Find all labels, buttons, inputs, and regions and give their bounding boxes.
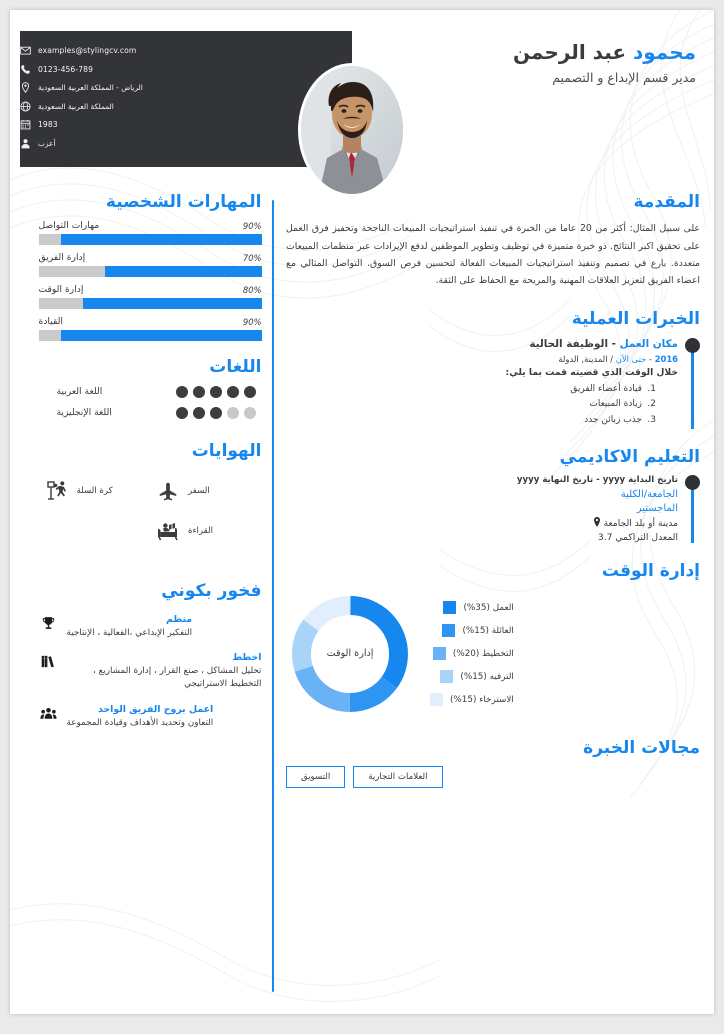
avatar: [301, 66, 403, 194]
language-rating: [176, 386, 256, 398]
education-location: مدينة أو بلد الجامعة: [603, 518, 678, 530]
contact-address-value: الرياض - المملكة العربية السعودية: [38, 83, 143, 92]
section-title-education: التعليم الاكاديمي: [559, 446, 700, 467]
skill-percent: 70%: [242, 253, 262, 264]
section-title-expertise: مجالات الخبرة: [583, 737, 700, 758]
language-label: اللغة الإنجليزية: [56, 407, 112, 419]
legend-item: [430, 693, 514, 706]
experience-date: [286, 354, 678, 364]
rating-dot: [227, 407, 239, 419]
chart-legend: [430, 601, 514, 706]
proud-body: التفكير الإبداعي ،الفعالية ، الإنتاجية: [66, 627, 193, 638]
cv-header: [10, 10, 714, 192]
team-icon: [39, 704, 59, 725]
skill-label: إدارة الوقت: [38, 284, 84, 296]
experience-subtitle: خلال الوقت الذي قضيته قمت بما يلي:: [505, 366, 678, 378]
skill-percent: 90%: [242, 317, 262, 328]
experience-place: / المدينة, الدولة: [558, 353, 614, 364]
contact-row-phone: [20, 62, 93, 77]
contact-row-email: [20, 43, 136, 58]
reading-icon: [156, 519, 180, 543]
legend-swatch: [443, 601, 456, 614]
cv-page: [10, 10, 714, 1014]
rating-dot: [193, 407, 205, 419]
skill-bar-track: [39, 330, 262, 341]
proud-item: [39, 614, 262, 640]
proud-heading: اخطط: [232, 652, 262, 664]
hobby-item: [156, 471, 260, 511]
basketball-icon: [45, 479, 69, 503]
language-label: اللغة العربية: [56, 386, 103, 398]
education-date-start: تاريخ البداية yyyy: [602, 475, 678, 486]
education-date-sep: -: [596, 475, 600, 486]
name-last: عبد الرحمن: [513, 40, 633, 64]
experience-bullets: [286, 382, 678, 429]
rating-dot: [176, 386, 188, 398]
legend-item: [430, 670, 514, 683]
contact-marital-value: أعزب: [38, 138, 56, 148]
section-title-skills: المهارات الشخصية: [105, 192, 262, 212]
page-title: [396, 40, 696, 65]
bullet-text: قيادة أعضاء الفريق: [570, 383, 642, 394]
skill-item: [39, 316, 262, 341]
language-rating: [176, 407, 256, 419]
skill-percent: 90%: [242, 221, 262, 232]
legend-swatch: [440, 670, 453, 683]
education-date-end: تاريخ النهاية yyyy: [516, 475, 594, 486]
proud-body: التعاون وتحديد الأهداف وقيادة المجموعة: [66, 717, 214, 728]
contact-row-marital-status: [20, 136, 56, 151]
rating-dot: [193, 386, 205, 398]
bullet-text: زيادة المبيعات: [589, 399, 642, 410]
globe-icon: [20, 101, 31, 112]
bullet-number: 1.: [647, 383, 656, 394]
skill-label: إدارة الفريق: [38, 252, 86, 264]
skill-item: [39, 220, 262, 245]
skill-bar-fill: [61, 234, 262, 245]
section-title-experience: الخبرات العملية: [571, 309, 700, 330]
main-column: [274, 192, 714, 1014]
column-divider: [272, 200, 275, 992]
intro-text: على سبيل المثال: أكثر من 20 عاما من الخبرة في تنفيذ استراتيجيات المبيعات الناجحة وتحفيز فرق العمل على تحقيق اكبر النتائج. ذو خبرة متميزة في توظيف وتطوير الموظفين لدفع الإيرادات عبر منظمات المبيعات متعددة. بارع في تصميم وتنفيذ استراتيجيات المبيعات الفعالة لتحسين فرص السوق. التواصل المثالي مع اعضاء الفريق لتعزيز العلاقات المهنية والمريحة مع الحفاظ على الثقة.: [286, 223, 700, 286]
proud-heading: منظم: [166, 613, 193, 625]
experience-date-now: حتى الآن: [615, 353, 647, 364]
airplane-icon: [156, 479, 180, 503]
rating-dot: [227, 386, 239, 398]
timeline-line: [691, 347, 693, 429]
donut-center-label: إدارة الوقت: [326, 648, 374, 660]
bullet-number: 3.: [647, 415, 656, 426]
skill-bar-track: [39, 298, 262, 309]
contact-row-birthyear: [20, 117, 58, 132]
hobby-label: السفر: [188, 486, 210, 497]
legend-swatch: [433, 647, 446, 660]
experience-role-suffix: - الوظيفة الحالية: [529, 337, 620, 350]
expertise-tags: [286, 766, 700, 788]
education-gpa: المعدل التراكمي 3.7: [597, 532, 678, 544]
experience-company: مكان العمل: [619, 337, 678, 350]
name-block: [396, 40, 696, 86]
language-item: [39, 386, 262, 398]
skill-bar-track: [39, 234, 262, 245]
name-first: محمود: [632, 40, 696, 64]
skill-bar-fill: [105, 266, 261, 277]
section-title-proud: فخور بكوني: [161, 581, 262, 602]
contact-phone-value: 0123-456-789: [38, 64, 93, 74]
legend-label: الترفيه (15%): [460, 671, 514, 682]
time-management-chart: [286, 590, 700, 718]
experience-role: [286, 338, 678, 350]
rating-dot: [210, 407, 222, 419]
rating-dot: [244, 407, 256, 419]
skill-bar-fill: [61, 330, 262, 341]
skill-item: [39, 252, 262, 277]
experience-entry: [286, 338, 700, 429]
contact-country-value: المملكة العربية السعودية: [38, 101, 114, 111]
hobbies-list: [39, 469, 262, 551]
legend-swatch: [442, 624, 455, 637]
skills-list: [39, 220, 262, 341]
bullet-text: جذب زبائن جدد: [584, 415, 642, 426]
rating-dot: [210, 386, 222, 398]
section-title-intro: المقدمة: [633, 192, 700, 212]
legend-label: التخطيط (20%): [452, 648, 514, 659]
experience-date-sep: -: [648, 353, 653, 364]
contact-row-country: [20, 99, 114, 114]
cv-body: [10, 192, 714, 1014]
education-entry: [286, 475, 700, 543]
legend-label: الاسترخاء (15%): [450, 694, 514, 705]
envelope-icon: [20, 45, 31, 56]
timeline-dot: [685, 338, 700, 353]
education-degree: الماجستير: [636, 503, 678, 515]
phone-icon: [20, 64, 31, 75]
list-item: [286, 382, 656, 398]
trophy-icon: [39, 614, 59, 635]
proud-heading: اعمل بروح الفريق الواحد: [97, 703, 214, 715]
tag-item[interactable]: التسويق: [286, 766, 345, 788]
list-item: [286, 413, 656, 429]
contact-email-value: examples@stylingcv.com: [38, 46, 137, 55]
list-item: [286, 397, 656, 413]
contact-birthyear-value: 1983: [38, 120, 58, 129]
education-institution: الجامعة/الكلية: [620, 489, 678, 501]
legend-item: [430, 647, 514, 660]
location-pin-icon: [593, 517, 601, 530]
proud-list: [39, 614, 262, 730]
legend-label: العائلة (15%): [462, 625, 514, 636]
hobby-item: [156, 511, 260, 551]
section-title-hobbies: الهوايات: [191, 440, 262, 461]
legend-label: العمل (35%): [463, 602, 514, 613]
education-location-row: [286, 517, 678, 530]
skill-bar-fill: [83, 298, 261, 309]
language-item: [39, 407, 262, 419]
rating-dot: [244, 386, 256, 398]
hobby-item: [45, 471, 149, 511]
legend-item: [430, 624, 514, 637]
person-icon: [20, 138, 31, 149]
sidebar: [31, 192, 272, 1014]
hobby-label: القراءة: [188, 526, 214, 537]
legend-item: [430, 601, 514, 614]
section-title-languages: اللغات: [209, 357, 262, 378]
education-dates: [286, 475, 678, 485]
skill-label: القيادة: [38, 316, 63, 328]
donut-chart: [286, 590, 414, 718]
proud-item: [39, 652, 262, 691]
proud-item: [39, 704, 262, 730]
hobby-label: كرة السلة: [76, 486, 113, 497]
timeline-dot: [685, 475, 700, 490]
legend-swatch: [430, 693, 443, 706]
bullet-number: 2.: [647, 399, 656, 410]
location-pin-icon: [20, 82, 31, 93]
books-icon: [39, 652, 59, 673]
skill-percent: 80%: [242, 285, 262, 296]
languages-list: [39, 386, 262, 419]
job-title: مدير قسم الإبداع و التصميم: [552, 70, 696, 85]
proud-body: تحليل المشاكل ، صنع القرار ، إدارة المشاريع ، التخطيط الاستراتيجي: [92, 666, 262, 690]
calendar-icon: [20, 119, 31, 130]
section-title-time-management: إدارة الوقت: [601, 561, 700, 582]
experience-year-start: 2016: [654, 353, 678, 364]
skill-label: مهارات التواصل: [38, 220, 100, 232]
skill-bar-track: [39, 266, 262, 277]
tag-item[interactable]: العلامات التجارية: [353, 766, 442, 788]
timeline-line: [691, 484, 693, 543]
skill-item: [39, 284, 262, 309]
rating-dot: [176, 407, 188, 419]
contact-row-address: [20, 80, 143, 95]
